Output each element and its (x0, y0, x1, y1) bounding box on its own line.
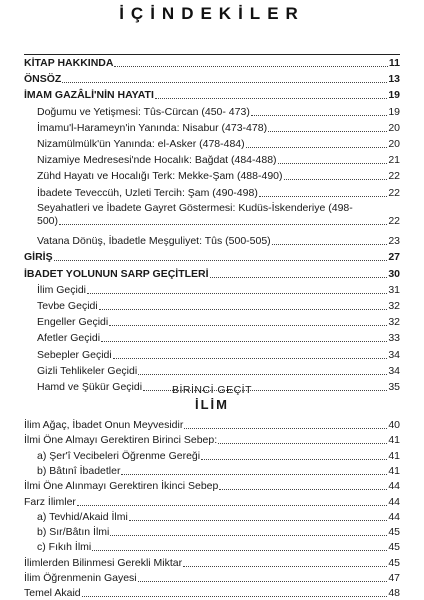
dot-leader (138, 581, 388, 582)
toc-entry-label: ÖNSÖZ (24, 73, 62, 86)
dot-leader (113, 358, 388, 359)
dot-leader (284, 179, 388, 180)
page-title: İÇİNDEKİLER (119, 4, 305, 23)
toc-entry-label: İlimlerden Bilinmesi Gerekli Miktar (24, 556, 183, 569)
toc-entry[interactable] (24, 137, 400, 151)
dot-leader (99, 309, 388, 310)
toc-entry-label: İlim Öğrenmenin Gayesi (24, 572, 137, 584)
toc-entry[interactable] (24, 315, 400, 329)
toc-entry-page: 44 (388, 510, 400, 523)
dot-leader (110, 535, 387, 536)
dot-leader (278, 163, 388, 164)
toc-entry-label: KİTAP HAKKINDA (24, 57, 114, 69)
toc-entry-page: 41 (388, 464, 400, 477)
dot-leader (54, 260, 388, 261)
section-title: İLİM (195, 397, 229, 412)
toc-entry-page: 35 (388, 381, 400, 393)
toc-entry-label: Doğumu ve Yetişmesi: Tûs-Cürcan (450- 473) (37, 105, 250, 118)
dot-leader (184, 428, 387, 429)
toc-entry-label: c) Fıkıh İlmi (37, 541, 92, 554)
top-rule (24, 54, 400, 55)
toc-entry-label: b) Sır/Bâtın İlmi (37, 526, 110, 539)
toc-entry-label: Nizamülmülk'ün Yanında: el-Asker (478-484) (37, 138, 245, 150)
toc-entry[interactable] (24, 234, 400, 248)
toc-entry[interactable] (24, 202, 400, 228)
toc-entry-label: Zühd Hayatı ve Hocalığı Terk: Mekke-Şam (488-490) (37, 170, 283, 183)
toc-entry[interactable] (24, 105, 400, 119)
dot-leader (121, 474, 387, 475)
toc-entry[interactable] (24, 495, 400, 509)
dot-leader (268, 131, 387, 132)
toc-entry-label: Hamd ve Şükür Geçidi (37, 381, 143, 393)
toc-entry-page: 47 (388, 572, 400, 584)
dot-leader (251, 115, 387, 116)
toc-entry[interactable] (24, 56, 400, 70)
dot-leader (218, 443, 387, 444)
dot-leader (92, 550, 387, 551)
dot-leader (259, 196, 387, 197)
toc-entry[interactable] (24, 250, 400, 264)
toc-entry-page: 21 (388, 154, 400, 167)
toc-entry-label: Sebepler Geçidi (37, 348, 112, 361)
toc-entry[interactable] (24, 540, 400, 554)
dot-leader (246, 147, 388, 148)
toc-entry-label: İBADET YOLUNUN SARP GEÇİTLERİ (24, 267, 209, 280)
toc-entry-label: İbadete Teveccüh, Uzleti Tercih: Şam (490-498) (37, 186, 258, 199)
toc-entry-label: İlim Ağaç, İbadet Onun Meyvesidir (24, 419, 184, 431)
dot-leader (109, 325, 387, 326)
toc-entry-label: Temel Akaid (24, 587, 81, 600)
toc-entry-page: 30 (388, 267, 400, 280)
toc-entry[interactable] (24, 153, 400, 167)
dot-leader (138, 374, 387, 375)
dot-leader (155, 98, 387, 99)
toc-entry[interactable] (24, 283, 400, 297)
dot-leader (272, 244, 388, 245)
toc-entry-page: 19 (388, 89, 400, 102)
dot-leader (62, 82, 387, 83)
toc-entry[interactable] (24, 72, 400, 86)
section-subtitle: BİRİNCİ GEÇİT (171, 384, 252, 396)
toc-entry[interactable] (24, 525, 400, 539)
toc-entry-label: GİRİŞ (24, 251, 53, 264)
toc-entry-page: 11 (388, 57, 400, 69)
toc-entry[interactable] (24, 299, 400, 313)
toc-entry-label: Vatana Dönüş, İbadetle Meşguliyet: Tûs (500-505) (37, 235, 271, 248)
toc-entry[interactable] (24, 586, 400, 600)
toc-entry[interactable] (24, 364, 400, 378)
toc-entry-page: 31 (388, 283, 400, 296)
toc-entry-page: 44 (388, 480, 400, 493)
toc-entry-page: 33 (388, 332, 400, 345)
toc-entry-page: 45 (388, 541, 400, 554)
toc-entry-label: Nizamiye Medresesi'nde Hocalık: Bağdat (484-488) (37, 154, 277, 167)
toc-entry-page: 34 (388, 348, 400, 361)
toc-entry[interactable] (24, 88, 400, 102)
dot-leader (183, 566, 387, 567)
toc-entry-label: b) Bâtınî İbadetler (37, 464, 121, 477)
toc-entry-page: 27 (388, 251, 400, 264)
dot-leader (210, 277, 388, 278)
toc-entry-label: Tevbe Geçidi (37, 300, 98, 312)
toc-entry-label: İlmi Öne Alınmayı Gerektiren İkinci Sebep (24, 480, 219, 493)
toc-entry-page: 40 (388, 419, 400, 431)
dot-leader (77, 505, 387, 506)
toc-entry-page: 41 (388, 434, 400, 447)
dot-leader (114, 66, 387, 67)
dot-leader (87, 293, 387, 294)
toc-entry-label: İMAM GAZÂLİ'NİN HAYATI (24, 89, 154, 102)
toc-entry-page: 13 (388, 73, 400, 86)
toc-entry[interactable] (24, 464, 400, 478)
toc-entry-label-cont: 500) (37, 214, 59, 227)
toc-entry[interactable] (24, 479, 400, 493)
toc-entry-label: Seyahatleri ve İbadete Gayret Göstermesi: Kudüs-İskenderiye (498- (37, 201, 353, 214)
toc-entry-label: İlmi Öne Almayı Gerektiren Birinci Sebep: (24, 434, 218, 447)
toc-entry[interactable] (24, 267, 400, 281)
toc-entry-page: 34 (388, 364, 400, 377)
toc-entry-page: 45 (388, 556, 400, 569)
toc-entry-label: Gizli Tehlikeler Geçidi (37, 364, 138, 377)
toc-entry[interactable] (24, 571, 400, 585)
toc-entry-page: 32 (388, 316, 400, 329)
dot-leader (201, 459, 387, 460)
toc-entry-page: 41 (388, 449, 400, 462)
toc-entry-label: İlim Geçidi (37, 283, 87, 296)
toc-entry[interactable] (24, 348, 400, 362)
toc-entry-page: 23 (388, 235, 400, 248)
toc-entry-page: 22 (388, 214, 400, 227)
toc-entry-label: Engeller Geçidi (37, 316, 109, 329)
dot-leader (59, 224, 387, 225)
toc-entry-page: 19 (388, 105, 400, 118)
toc-entry[interactable] (24, 418, 400, 432)
toc-entry-page: 20 (388, 138, 400, 150)
dot-leader (101, 341, 387, 342)
toc-entry-label: a) Şer'î Vecibeleri Öğrenme Gereği (37, 449, 201, 462)
dot-leader (219, 489, 387, 490)
toc-entry-label: Afetler Geçidi (37, 332, 101, 345)
toc-entry-page: 20 (388, 121, 400, 134)
toc-entry-page: 22 (388, 186, 400, 199)
toc-entry-label: a) Tevhid/Akaid İlmi (37, 510, 128, 523)
toc-entry[interactable] (24, 169, 400, 183)
toc-entry-label: İmamu'l-Harameyn'in Yanında: Nisabur (473-478) (37, 121, 268, 134)
toc-entry[interactable] (24, 433, 400, 447)
toc-entry-page: 45 (388, 526, 400, 539)
toc-entry[interactable] (24, 449, 400, 463)
toc-entry-page: 44 (388, 495, 400, 508)
toc-entry[interactable] (24, 186, 400, 200)
dot-leader (129, 520, 387, 521)
toc-entry[interactable] (24, 331, 400, 345)
toc-entry-page: 22 (388, 170, 400, 183)
toc-entry-continuation (37, 215, 400, 228)
section-heading (0, 384, 424, 412)
toc-entry-label: Farz İlimler (24, 495, 76, 508)
dot-leader (82, 596, 388, 597)
toc-entry-page: 48 (388, 587, 400, 600)
toc-entry[interactable] (24, 556, 400, 570)
toc-entry[interactable] (24, 510, 400, 524)
toc-entry-page: 32 (388, 300, 400, 312)
toc-entry[interactable] (24, 121, 400, 135)
